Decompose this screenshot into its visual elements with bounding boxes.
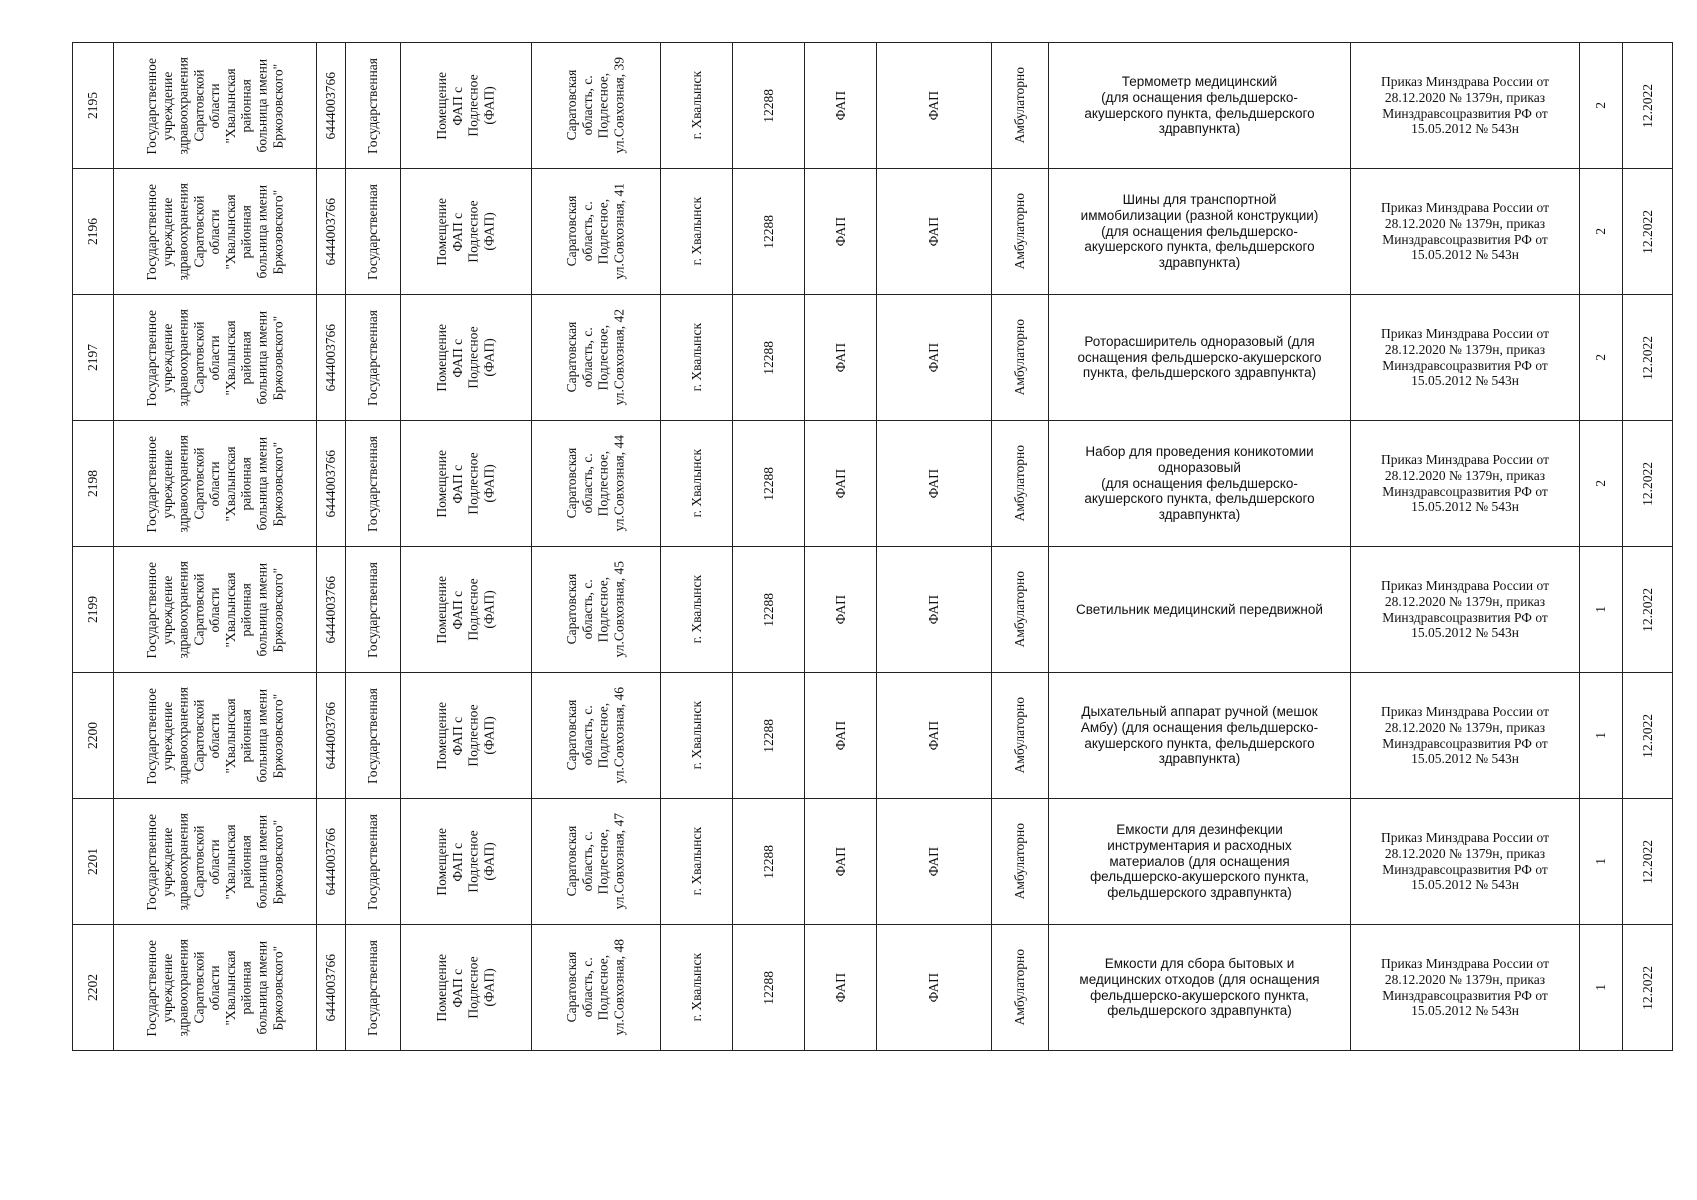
date-cell [1623,295,1673,421]
city: г. Хвалынск [688,701,704,770]
inn-cell [317,673,346,799]
address-cell [532,547,661,673]
organization-name: Государственное учреждение здравоохранения Саратовской области "Хвалынская районная больница имени Бржозовского" [143,434,286,533]
city-cell [661,295,733,421]
address: Саратовская область, с. Подлесное, ул.Совхозная, 42 [564,309,627,406]
legal-basis-cell: Приказ Минздрава России от 28.12.2020 № 1379н, приказ Минздравсоцразвития РФ от 15.05.2012 № 543н [1351,547,1580,673]
city-cell [661,547,733,673]
facility-type-cell [805,673,877,799]
city: г. Хвалынск [688,575,704,644]
table-row [73,547,1673,673]
premises-cell [401,43,532,169]
code: 12288 [760,340,776,375]
facility-subtype-cell [877,673,992,799]
code-cell [733,547,805,673]
inn: 6444003766 [323,71,339,140]
equipment-name-cell: Роторасширитель одноразовый (для оснащения фельдшерско-акушерского пункта, фельдшерского здравпункта) [1049,295,1351,421]
facility-type: ФАП [832,720,848,751]
equipment-name-cell: Шины для транспортной иммобилизации (разной конструкции) (для оснащения фельдшерско- акушерского пункта, фельдшерского здравпункта) [1049,169,1351,295]
quantity-cell [1580,799,1623,925]
premises-cell [401,547,532,673]
facility-subtype-cell [877,925,992,1051]
facility-type-cell [805,925,877,1051]
ownership-form-cell [346,43,401,169]
date: 12.2022 [1639,587,1655,632]
equipment-table [72,42,1673,1051]
care-mode-cell [992,169,1049,295]
legal-basis-cell: Приказ Минздрава России от 28.12.2020 № 1379н, приказ Минздравсоцразвития РФ от 15.05.2012 № 543н [1351,43,1580,169]
table-row [73,673,1673,799]
facility-type: ФАП [832,468,848,499]
city-cell [661,43,733,169]
inn: 6444003766 [323,827,339,896]
organization-name-cell [114,295,317,421]
date-cell [1623,169,1673,295]
row-number: 2197 [85,344,101,371]
inn-cell [317,169,346,295]
organization-name-cell [114,547,317,673]
ownership-form: Государственная [365,939,381,1036]
care-mode: Амбулаторно [1012,67,1028,144]
equipment-name-cell: Светильник медицинский передвижной [1049,547,1351,673]
inn-cell [317,43,346,169]
quantity: 2 [1593,354,1609,361]
address: Саратовская область, с. Подлесное, ул.Совхозная, 48 [564,939,627,1036]
code: 12288 [760,214,776,249]
address: Саратовская область, с. Подлесное, ул.Совхозная, 44 [564,435,627,532]
row-number-cell [73,421,114,547]
row-number: 2200 [85,722,101,749]
premises-cell [401,421,532,547]
premises: Помещение ФАП с Подлесное (ФАП) [434,197,497,266]
facility-type: ФАП [832,342,848,373]
ownership-form: Государственная [365,57,381,154]
inn: 6444003766 [323,197,339,266]
address: Саратовская область, с. Подлесное, ул.Совхозная, 41 [564,183,627,280]
quantity: 2 [1593,228,1609,235]
address-cell [532,421,661,547]
facility-subtype: ФАП [926,90,942,121]
premises: Помещение ФАП с Подлесное (ФАП) [434,827,497,896]
organization-name-cell [114,43,317,169]
facility-subtype: ФАП [926,972,942,1003]
table-row [73,169,1673,295]
date-cell [1623,43,1673,169]
ownership-form-cell [346,925,401,1051]
premises: Помещение ФАП с Подлесное (ФАП) [434,953,497,1022]
premises-cell [401,925,532,1051]
facility-subtype-cell [877,547,992,673]
code: 12288 [760,466,776,501]
city-cell [661,925,733,1051]
premises: Помещение ФАП с Подлесное (ФАП) [434,701,497,770]
premises-cell [401,799,532,925]
facility-subtype-cell [877,799,992,925]
care-mode-cell [992,547,1049,673]
date-cell [1623,799,1673,925]
city: г. Хвалынск [688,827,704,896]
ownership-form-cell [346,547,401,673]
address-cell [532,295,661,421]
row-number-cell [73,547,114,673]
quantity: 1 [1593,732,1609,739]
row-number: 2195 [85,92,101,119]
care-mode: Амбулаторно [1012,319,1028,396]
table-row [73,295,1673,421]
quantity: 1 [1593,858,1609,865]
address: Саратовская область, с. Подлесное, ул.Совхозная, 47 [564,813,627,910]
row-number-cell [73,169,114,295]
city: г. Хвалынск [688,449,704,518]
code-cell [733,421,805,547]
address: Саратовская область, с. Подлесное, ул.Совхозная, 39 [564,57,627,154]
facility-subtype: ФАП [926,342,942,373]
city-cell [661,169,733,295]
row-number: 2201 [85,848,101,875]
facility-subtype: ФАП [926,846,942,877]
row-number: 2199 [85,596,101,623]
quantity-cell [1580,421,1623,547]
inn: 6444003766 [323,701,339,770]
row-number: 2198 [85,470,101,497]
care-mode: Амбулаторно [1012,571,1028,648]
address-cell [532,925,661,1051]
premises-cell [401,295,532,421]
inn-cell [317,547,346,673]
premises: Помещение ФАП с Подлесное (ФАП) [434,71,497,140]
row-number-cell [73,673,114,799]
organization-name: Государственное учреждение здравоохранения Саратовской области "Хвалынская районная больница имени Бржозовского" [143,560,286,659]
inn: 6444003766 [323,323,339,392]
date: 12.2022 [1639,713,1655,758]
care-mode-cell [992,421,1049,547]
organization-name: Государственное учреждение здравоохранения Саратовской области "Хвалынская районная больница имени Бржозовского" [143,812,286,911]
date: 12.2022 [1639,965,1655,1010]
organization-name: Государственное учреждение здравоохранения Саратовской области "Хвалынская районная больница имени Бржозовского" [143,56,286,155]
address-cell [532,43,661,169]
address-cell [532,673,661,799]
equipment-name-cell: Дыхательный аппарат ручной (мешок Амбу) (для оснащения фельдшерско- акушерского пункта, фельдшерского здравпункта) [1049,673,1351,799]
ownership-form: Государственная [365,813,381,910]
facility-type-cell [805,547,877,673]
inn: 6444003766 [323,575,339,644]
inn-cell [317,799,346,925]
code: 12288 [760,718,776,753]
quantity: 2 [1593,102,1609,109]
city-cell [661,799,733,925]
premises: Помещение ФАП с Подлесное (ФАП) [434,323,497,392]
city: г. Хвалынск [688,323,704,392]
equipment-name-cell: Емкости для сбора бытовых и медицинских отходов (для оснащения фельдшерско-акушерского пункта, фельдшерского здравпункта) [1049,925,1351,1051]
row-number: 2202 [85,974,101,1001]
organization-name-cell [114,799,317,925]
city-cell [661,673,733,799]
row-number-cell [73,43,114,169]
premises: Помещение ФАП с Подлесное (ФАП) [434,575,497,644]
facility-type-cell [805,169,877,295]
inn-cell [317,295,346,421]
date: 12.2022 [1639,209,1655,254]
legal-basis-cell: Приказ Минздрава России от 28.12.2020 № 1379н, приказ Минздравсоцразвития РФ от 15.05.2012 № 543н [1351,421,1580,547]
facility-subtype: ФАП [926,594,942,625]
table-row [73,925,1673,1051]
premises: Помещение ФАП с Подлесное (ФАП) [434,449,497,518]
care-mode-cell [992,925,1049,1051]
care-mode-cell [992,295,1049,421]
date-cell [1623,925,1673,1051]
code-cell [733,799,805,925]
ownership-form: Государственная [365,309,381,406]
row-number: 2196 [85,218,101,245]
organization-name-cell [114,169,317,295]
facility-subtype: ФАП [926,720,942,751]
quantity: 1 [1593,606,1609,613]
equipment-name-cell: Емкости для дезинфекции инструментария и расходных материалов (для оснащения фельдшерско-акушерского пункта, фельдшерского здравпункта) [1049,799,1351,925]
code: 12288 [760,88,776,123]
legal-basis-cell: Приказ Минздрава России от 28.12.2020 № 1379н, приказ Минздравсоцразвития РФ от 15.05.2012 № 543н [1351,295,1580,421]
code-cell [733,925,805,1051]
code: 12288 [760,970,776,1005]
ownership-form-cell [346,295,401,421]
quantity: 2 [1593,480,1609,487]
legal-basis-cell: Приказ Минздрава России от 28.12.2020 № 1379н, приказ Минздравсоцразвития РФ от 15.05.2012 № 543н [1351,925,1580,1051]
facility-type: ФАП [832,594,848,625]
equipment-name-cell: Термометр медицинский (для оснащения фельдшерско- акушерского пункта, фельдшерского здравпункта) [1049,43,1351,169]
row-number-cell [73,295,114,421]
quantity-cell [1580,925,1623,1051]
facility-type-cell [805,43,877,169]
organization-name-cell [114,925,317,1051]
facility-subtype: ФАП [926,216,942,247]
quantity-cell [1580,43,1623,169]
code-cell [733,43,805,169]
table-row [73,799,1673,925]
address: Саратовская область, с. Подлесное, ул.Совхозная, 45 [564,561,627,658]
ownership-form-cell [346,799,401,925]
care-mode: Амбулаторно [1012,823,1028,900]
facility-subtype-cell [877,169,992,295]
facility-subtype-cell [877,421,992,547]
row-number-cell [73,925,114,1051]
date-cell [1623,421,1673,547]
facility-type-cell [805,421,877,547]
code-cell [733,169,805,295]
table-row [73,421,1673,547]
inn-cell [317,421,346,547]
ownership-form: Государственная [365,183,381,280]
facility-type: ФАП [832,972,848,1003]
premises-cell [401,169,532,295]
date-cell [1623,547,1673,673]
quantity-cell [1580,295,1623,421]
facility-type: ФАП [832,216,848,247]
care-mode-cell [992,673,1049,799]
ownership-form-cell [346,169,401,295]
quantity: 1 [1593,984,1609,991]
code: 12288 [760,592,776,627]
city: г. Хвалынск [688,197,704,266]
organization-name-cell [114,673,317,799]
ownership-form-cell [346,421,401,547]
address-cell [532,169,661,295]
organization-name: Государственное учреждение здравоохранения Саратовской области "Хвалынская районная больница имени Бржозовского" [143,308,286,407]
row-number-cell [73,799,114,925]
organization-name-cell [114,421,317,547]
date: 12.2022 [1639,335,1655,380]
code: 12288 [760,844,776,879]
city: г. Хвалынск [688,953,704,1022]
facility-subtype: ФАП [926,468,942,499]
organization-name: Государственное учреждение здравоохранения Саратовской области "Хвалынская районная больница имени Бржозовского" [143,938,286,1037]
table-row [73,43,1673,169]
ownership-form: Государственная [365,687,381,784]
code-cell [733,673,805,799]
inn: 6444003766 [323,449,339,518]
facility-type: ФАП [832,846,848,877]
quantity-cell [1580,673,1623,799]
care-mode: Амбулаторно [1012,697,1028,774]
table-body [73,43,1673,1051]
legal-basis-cell: Приказ Минздрава России от 28.12.2020 № 1379н, приказ Минздравсоцразвития РФ от 15.05.2012 № 543н [1351,169,1580,295]
legal-basis-cell: Приказ Минздрава России от 28.12.2020 № 1379н, приказ Минздравсоцразвития РФ от 15.05.2012 № 543н [1351,799,1580,925]
address: Саратовская область, с. Подлесное, ул.Совхозная, 46 [564,687,627,784]
date: 12.2022 [1639,839,1655,884]
facility-subtype-cell [877,295,992,421]
date: 12.2022 [1639,461,1655,506]
inn-cell [317,925,346,1051]
address-cell [532,799,661,925]
quantity-cell [1580,169,1623,295]
facility-subtype-cell [877,43,992,169]
city: г. Хвалынск [688,71,704,140]
code-cell [733,295,805,421]
care-mode: Амбулаторно [1012,193,1028,270]
facility-type-cell [805,799,877,925]
quantity-cell [1580,547,1623,673]
ownership-form: Государственная [365,561,381,658]
date: 12.2022 [1639,83,1655,128]
ownership-form-cell [346,673,401,799]
equipment-name-cell: Набор для проведения коникотомии одноразовый (для оснащения фельдшерско- акушерского пункта, фельдшерского здравпункта) [1049,421,1351,547]
facility-type-cell [805,295,877,421]
city-cell [661,421,733,547]
legal-basis-cell: Приказ Минздрава России от 28.12.2020 № 1379н, приказ Минздравсоцразвития РФ от 15.05.2012 № 543н [1351,673,1580,799]
ownership-form: Государственная [365,435,381,532]
facility-type: ФАП [832,90,848,121]
care-mode: Амбулаторно [1012,445,1028,522]
premises-cell [401,673,532,799]
care-mode-cell [992,43,1049,169]
inn: 6444003766 [323,953,339,1022]
care-mode: Амбулаторно [1012,949,1028,1026]
organization-name: Государственное учреждение здравоохранения Саратовской области "Хвалынская районная больница имени Бржозовского" [143,182,286,281]
care-mode-cell [992,799,1049,925]
organization-name: Государственное учреждение здравоохранения Саратовской области "Хвалынская районная больница имени Бржозовского" [143,686,286,785]
date-cell [1623,673,1673,799]
